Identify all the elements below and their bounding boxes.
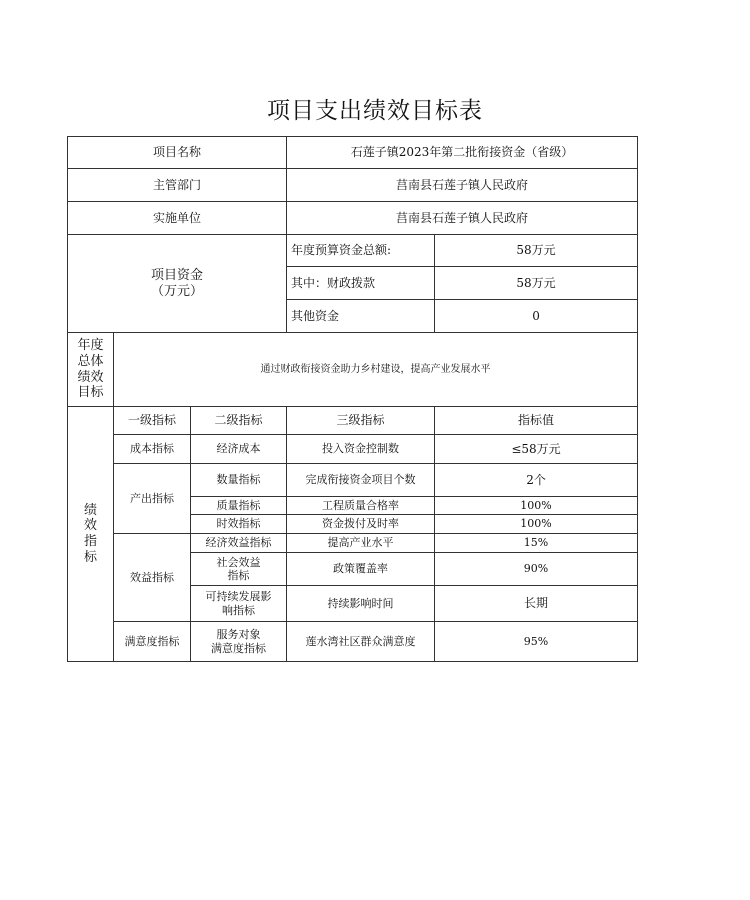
- department-label: 主管部门: [68, 169, 287, 202]
- level2-line: 响指标: [222, 603, 255, 617]
- level3-cell: 莲水湾社区群众满意度: [287, 622, 435, 662]
- level2-line: 指标: [227, 569, 250, 582]
- fund-fiscal-label: 其中：财政拨款: [287, 267, 435, 300]
- indicator-row: [68, 435, 638, 464]
- indicator-side-label-char: 标: [83, 549, 97, 565]
- annual-objective-label-line: 绩效: [77, 369, 104, 385]
- fund-fiscal-value: 58万元: [435, 267, 638, 300]
- annual-objective-text: 通过财政衔接资金助力乡村建设，提高产业发展水平: [114, 333, 638, 407]
- indicator-side-label-char: 绩: [83, 502, 97, 518]
- indicator-side-label-char: 效: [83, 518, 97, 534]
- performance-target-table: [67, 136, 638, 662]
- fund-row: [68, 235, 638, 267]
- level2-cell: 经济效益指标: [191, 534, 287, 553]
- satisfaction-indicator-label: 满意度指标: [114, 622, 191, 662]
- implementing-unit-row: [68, 202, 638, 235]
- level2-cell: [191, 553, 287, 586]
- indicator-row: [68, 464, 638, 497]
- fund-label-line1: 项目资金: [150, 267, 203, 283]
- value-cell: 90%: [435, 553, 638, 586]
- level2-line: 社会效益: [216, 555, 261, 569]
- fund-total-label: 年度预算资金总额:: [287, 235, 435, 267]
- level2-cell: 质量指标: [191, 497, 287, 515]
- fund-other-label: 其他资金: [287, 300, 435, 333]
- level2-cell: 经济成本: [191, 435, 287, 464]
- level2-cell: [191, 622, 287, 662]
- value-cell: 95%: [435, 622, 638, 662]
- level2-line: 可持续发展影: [205, 590, 272, 604]
- annual-objective-label-line: 目标: [77, 385, 104, 401]
- level3-cell: 政策覆盖率: [287, 553, 435, 586]
- value-cell: 2个: [435, 464, 638, 497]
- fund-other-value: 0: [435, 300, 638, 333]
- annual-objective-label: [68, 333, 114, 407]
- value-cell: 长期: [435, 586, 638, 622]
- level2-cell: [191, 586, 287, 622]
- implementing-unit-value: 莒南县石莲子镇人民政府: [287, 202, 638, 235]
- level3-cell: 持续影响时间: [287, 586, 435, 622]
- indicator-row: [68, 622, 638, 662]
- indicator-row: [68, 534, 638, 553]
- project-name-value: 石莲子镇2023年第二批衔接资金（省级）: [287, 137, 638, 169]
- level3-cell: 提高产业水平: [287, 534, 435, 553]
- annual-objective-label-line: 总体: [77, 353, 104, 369]
- cost-indicator-label: 成本指标: [114, 435, 191, 464]
- value-cell: ≤58万元: [435, 435, 638, 464]
- header-level1: 一级指标: [114, 407, 191, 435]
- page-title: 项目支出绩效目标表: [267, 98, 483, 124]
- indicator-header-row: [68, 407, 638, 435]
- output-indicator-label: 产出指标: [114, 464, 191, 534]
- annual-objective-label-line: 年度: [77, 338, 104, 354]
- annual-objective-row: [68, 333, 638, 407]
- project-name-label: 项目名称: [68, 137, 287, 169]
- department-row: [68, 169, 638, 202]
- benefit-indicator-label: 效益指标: [114, 534, 191, 622]
- level3-cell: 工程质量合格率: [287, 497, 435, 515]
- header-level3: 三级指标: [287, 407, 435, 435]
- level2-cell: 数量指标: [191, 464, 287, 497]
- level3-cell: 完成衔接资金项目个数: [287, 464, 435, 497]
- fund-label: [68, 235, 287, 333]
- header-level2: 二级指标: [191, 407, 287, 435]
- project-name-row: [68, 137, 638, 169]
- value-cell: 100%: [435, 515, 638, 534]
- level2-cell: 时效指标: [191, 515, 287, 534]
- department-value: 莒南县石莲子镇人民政府: [287, 169, 638, 202]
- indicator-side-label-char: 指: [83, 534, 97, 549]
- level2-line: 服务对象: [216, 628, 261, 642]
- fund-label-line2: （万元）: [150, 283, 203, 299]
- level2-line: 满意度指标: [211, 641, 266, 655]
- implementing-unit-label: 实施单位: [68, 202, 287, 235]
- value-cell: 15%: [435, 534, 638, 553]
- indicator-side-label: [68, 407, 114, 662]
- level3-cell: 投入资金控制数: [287, 435, 435, 464]
- value-cell: 100%: [435, 497, 638, 515]
- level3-cell: 资金拨付及时率: [287, 515, 435, 534]
- header-value: 指标值: [435, 407, 638, 435]
- fund-total-value: 58万元: [435, 235, 638, 267]
